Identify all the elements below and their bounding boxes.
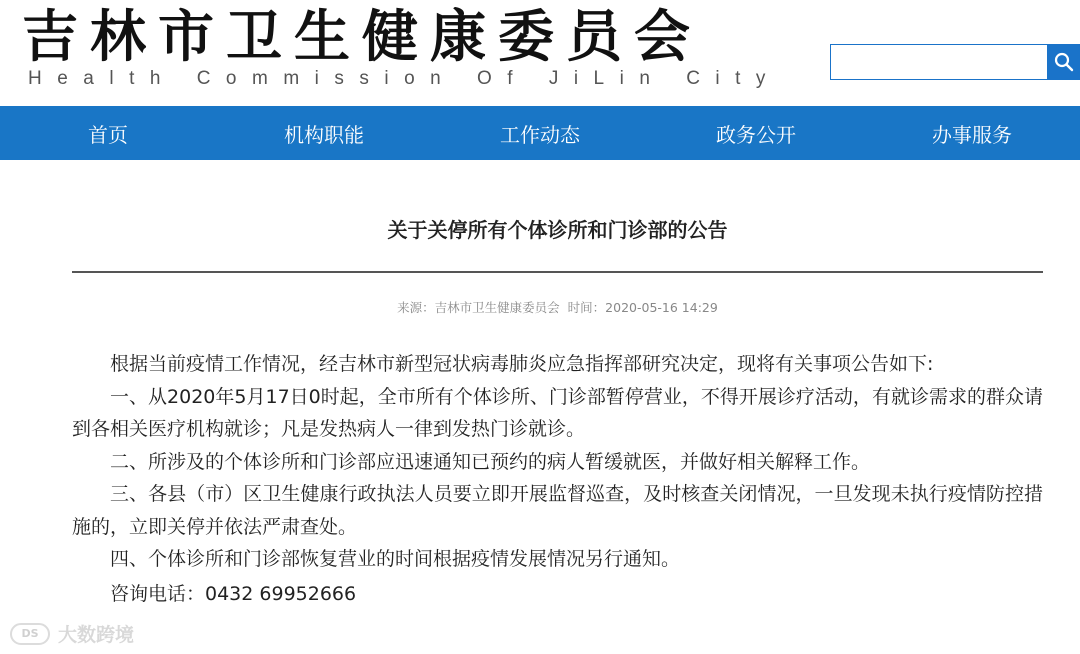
nav-item-government-affairs[interactable]: 政务公开: [716, 122, 796, 147]
nav-item-services[interactable]: 办事服务: [932, 122, 1012, 147]
search-icon: [1054, 52, 1074, 72]
article-time: 时间：2020-05-16 14:29: [567, 300, 718, 315]
nav-item-home[interactable]: 首页: [88, 122, 128, 147]
nav-item-functions[interactable]: 机构职能: [284, 122, 364, 147]
main-nav: [0, 106, 1080, 160]
site-logo-chinese[interactable]: 吉林市卫生健康委员会: [22, 4, 702, 70]
article-paragraph: 根据当前疫情工作情况，经吉林市新型冠状病毒肺炎应急指挥部研究决定，现将有关事项公告如下:: [110, 353, 934, 375]
search-button[interactable]: [1048, 44, 1080, 80]
article-paragraph: 一、从2020年5月17日0时起，全市所有个体诊所、门诊部暂停营业，不得开展诊疗活动，有就诊需求的群众请到各相关医疗机构就诊；凡是发热病人一律到发热门诊就诊。: [72, 385, 1043, 440]
watermark-logo-icon: DS: [10, 623, 50, 645]
nav-item-news[interactable]: 工作动态: [500, 122, 580, 147]
article-meta: [0, 298, 1080, 316]
site-header: [0, 0, 1080, 106]
watermark: [10, 620, 134, 647]
article-body: [72, 348, 1043, 610]
article-paragraph: 二、所涉及的个体诊所和门诊部应迅速通知已预约的病人暂缓就医，并做好相关解释工作。: [110, 450, 871, 473]
title-divider: [72, 271, 1043, 273]
article-title: 关于关停所有个体诊所和门诊部的公告: [387, 218, 728, 242]
article-paragraph: 四、个体诊所和门诊部恢复营业的时间根据疫情发展情况另行通知。: [110, 548, 681, 570]
contact-phone: 咨询电话：0432 69952666: [110, 582, 357, 605]
watermark-text: 大数跨境: [58, 624, 135, 646]
site-logo-english: Health Commission Of JiLin City: [28, 68, 781, 89]
search-input[interactable]: [830, 44, 1048, 80]
article-source: 来源：吉林市卫生健康委员会: [397, 300, 560, 315]
article-paragraph: 三、各县（市）区卫生健康行政执法人员要立即开展监督巡查，及时核查关闭情况，一旦发现未执行疫情防控措施的，立即关停并依法严肃查处。: [72, 483, 1043, 538]
